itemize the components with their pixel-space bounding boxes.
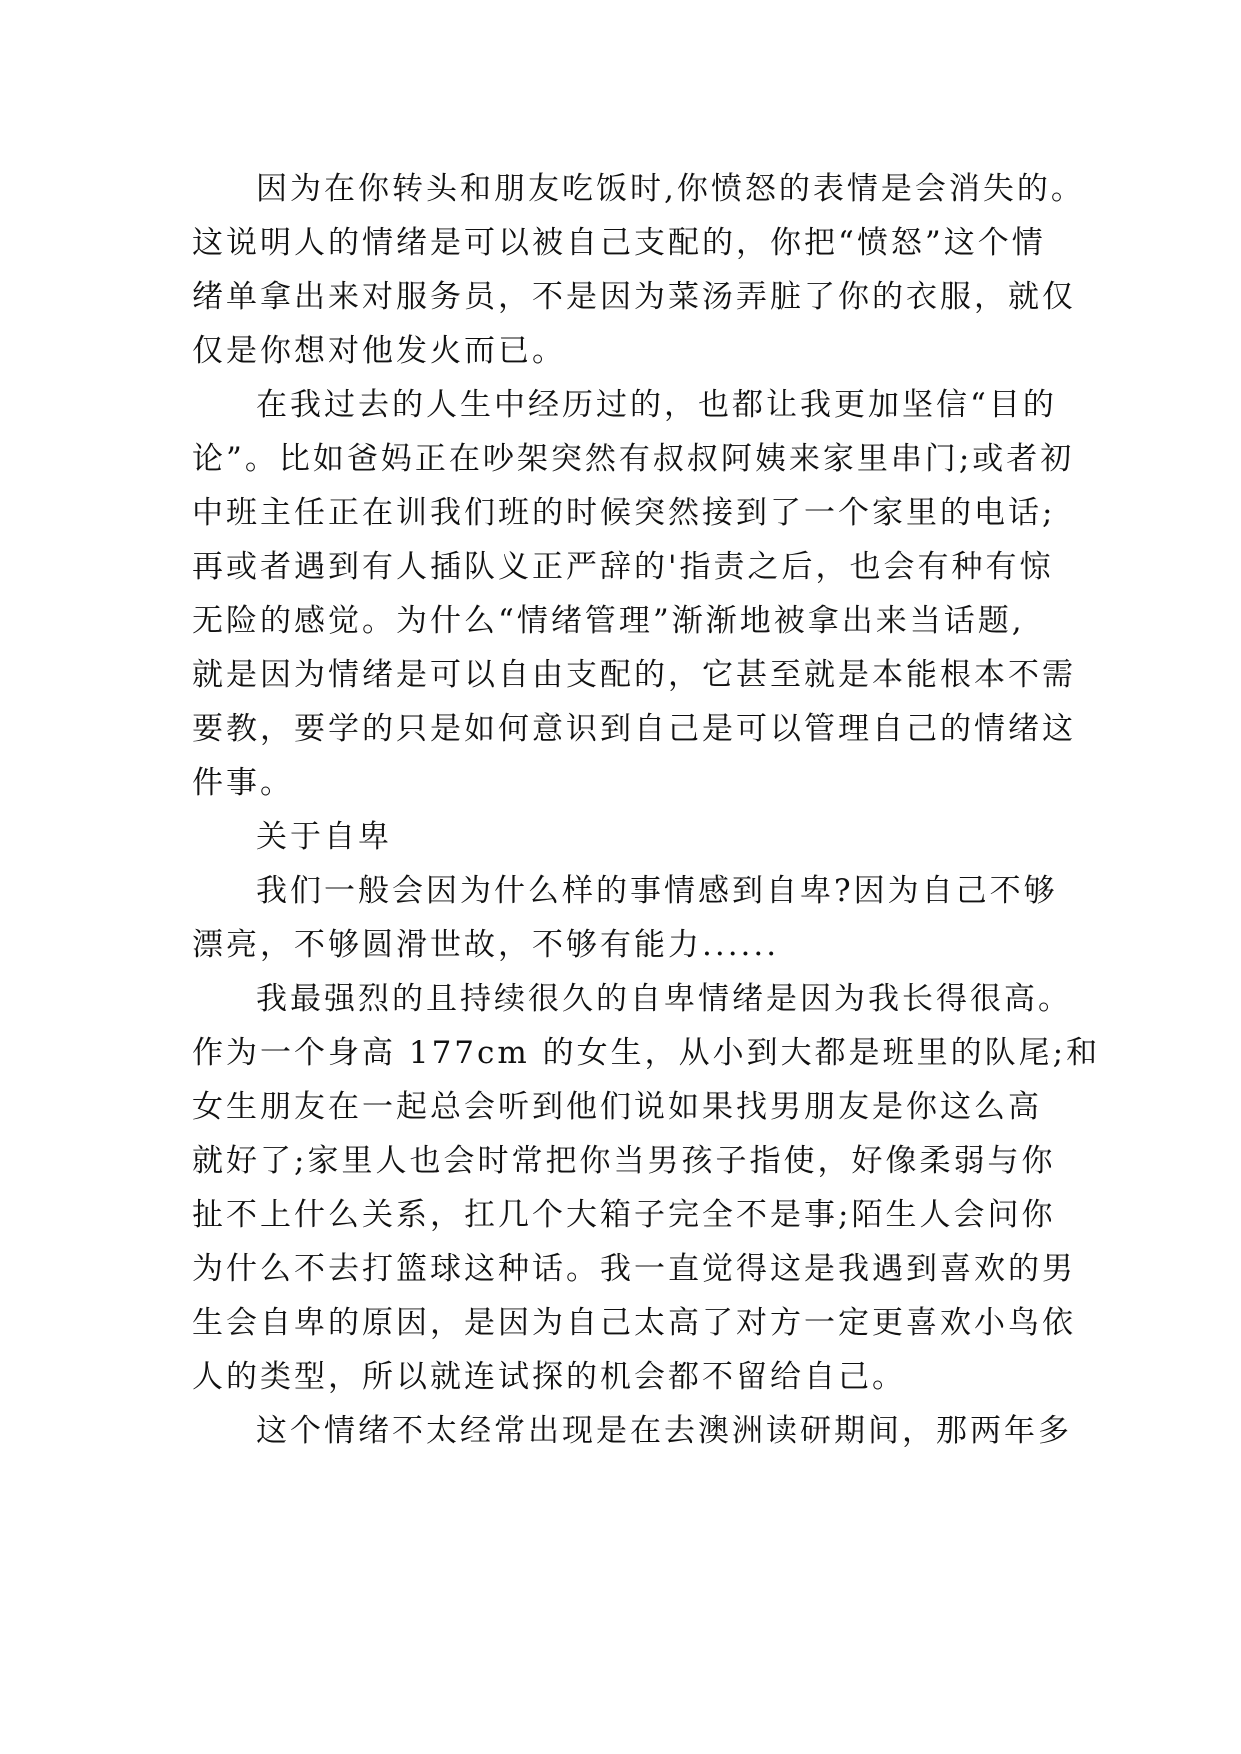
body-text: [192, 162, 1101, 1458]
text-line: 漂亮，不够圆滑世故，不够有能力......: [192, 927, 780, 963]
section-heading: 关于自卑: [256, 819, 392, 855]
text-line: 这说明人的情绪是可以被自己支配的，你把“愤怒”这个情: [192, 225, 1046, 261]
text-line: 我们一般会因为什么样的事情感到自卑?因为自己不够: [256, 873, 1058, 909]
text-line: 无险的感觉。为什么“情绪管理”渐渐地被拿出来当话题,: [192, 603, 1025, 639]
text-line: 就是因为情绪是可以自由支配的，它甚至就是本能根本不需: [192, 657, 1076, 693]
text-line: 女生朋友在一起总会听到他们说如果找男朋友是你这么高: [192, 1089, 1042, 1125]
text-line: 为什么不去打篮球这种话。我一直觉得这是我遇到喜欢的男: [192, 1251, 1076, 1287]
text-line: 我最强烈的且持续很久的自卑情绪是因为我长得很高。: [256, 981, 1072, 1017]
text-line: 扯不上什么关系，扛几个大箱子完全不是事;陌生人会问你: [192, 1197, 1056, 1233]
text-line: 中班主任正在训我们班的时候突然接到了一个家里的电话;: [192, 495, 1056, 531]
text-line: 这个情绪不太经常出现是在去澳洲读研期间，那两年多: [256, 1413, 1072, 1449]
text-line: 作为一个身高 177cm 的女生，从小到大都是班里的队尾;和: [192, 1035, 1101, 1071]
text-line: 再或者遇到有人插队义正严辞的'指责之后，也会有种有惊: [192, 549, 1054, 585]
text-line: 在我过去的人生中经历过的，也都让我更加坚信“目的: [256, 387, 1057, 423]
text-line: 因为在你转头和朋友吃饭时,你愤怒的表情是会消失的。: [256, 171, 1085, 207]
text-line: 要教，要学的只是如何意识到自己是可以管理自己的情绪这: [192, 711, 1076, 747]
text-line: 仅是你想对他发火而已。: [192, 333, 566, 369]
text-line: 绪单拿出来对服务员，不是因为菜汤弄脏了你的衣服，就仅: [192, 279, 1076, 315]
text-line: 论”。比如爸妈正在吵架突然有叔叔阿姨来家里串门;或者初: [192, 441, 1075, 477]
text-line: 就好了;家里人也会时常把你当男孩子指使，好像柔弱与你: [192, 1143, 1056, 1179]
text-line: 人的类型，所以就连试探的机会都不留给自己。: [192, 1359, 906, 1395]
text-line: 件事。: [192, 765, 294, 801]
text-line: 生会自卑的原因，是因为自己太高了对方一定更喜欢小鸟依: [192, 1305, 1076, 1341]
